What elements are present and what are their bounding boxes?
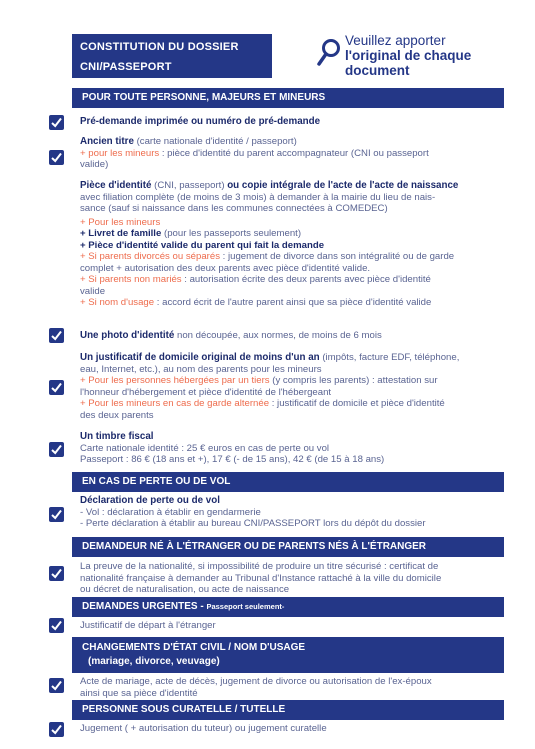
section-perte-vol: EN CAS DE PERTE OU DE VOL bbox=[72, 472, 504, 492]
checkmark-icon bbox=[51, 444, 62, 455]
notice-text bbox=[345, 33, 471, 78]
title-line-2: CNI/PASSEPORT bbox=[80, 61, 172, 73]
checkmark-icon bbox=[51, 620, 62, 631]
checkmark-icon bbox=[51, 117, 62, 128]
section-etat-civil-line-2: (mariage, divorce, veuvage) bbox=[88, 656, 220, 667]
checkmark-icon bbox=[51, 724, 62, 735]
magnifier-icon bbox=[316, 38, 342, 68]
checkbox-photo[interactable] bbox=[49, 328, 64, 343]
checkbox-urgent[interactable] bbox=[49, 618, 64, 633]
checkbox-perte[interactable] bbox=[49, 507, 64, 522]
notice-line-1: Veuillez apporter bbox=[345, 33, 446, 48]
checkmark-icon bbox=[51, 382, 62, 393]
title-line-1: CONSTITUTION DU DOSSIER bbox=[80, 41, 239, 53]
checkbox-curatelle[interactable] bbox=[49, 722, 64, 737]
checkmark-icon bbox=[51, 568, 62, 579]
dossier-title bbox=[72, 34, 272, 78]
checkmark-icon bbox=[51, 152, 62, 163]
checkbox-timbre[interactable] bbox=[49, 442, 64, 457]
item-perte: Déclaration de perte ou de vol - Vol : déclaration à établir en gendarmerie - Perte déclaration à établir au bureau CNI/PASSEPORT lors du dépôt du dossier bbox=[80, 495, 426, 529]
checkmark-icon bbox=[51, 509, 62, 520]
section-etat-civil bbox=[72, 637, 504, 673]
checkbox-ancien-titre[interactable] bbox=[49, 150, 64, 165]
item-urgent: Justificatif de départ à l'étranger bbox=[80, 620, 216, 631]
item-etat-civil: Acte de mariage, acte de décès, jugement de divorce ou autorisation de l'ex-époux ainsi que sa pièce d'identité bbox=[80, 676, 432, 699]
checkmark-icon bbox=[51, 330, 62, 341]
item-domicile: Un justificatif de domicile original de moins d'un an (impôts, facture EDF, téléphone, eau, Internet, etc.), au nom des parents pour les mineurs + Pour les personnes hébergées par un tiers (y compris les parents) : attestation sur l'honneur d'hébergement et pièce d'identité de l'hébergeant + Pour les mineurs en cas de garde alternée : justificatif de domicile et pièce d'identité des deux parents bbox=[80, 352, 460, 421]
checkmark-icon bbox=[51, 680, 62, 691]
section-curatelle: PERSONNE SOUS CURATELLE / TUTELLE bbox=[72, 700, 504, 720]
item-photo: Une photo d'identité non découpée, aux normes, de moins de 6 mois bbox=[80, 330, 382, 341]
section-all-persons: POUR TOUTE PERSONNE, MAJEURS ET MINEURS bbox=[72, 88, 504, 108]
checkbox-predemande[interactable] bbox=[49, 115, 64, 130]
item-etranger: La preuve de la nationalité, si impossibilité de produire un titre sécurisé : certificat de nationalité française à demander au Tribunal d'Instance rattaché à la ville du domicile ou décret de naturalisation, ou acte de naissance bbox=[80, 561, 442, 595]
item-piece-identite: Pièce d'identité (CNI, passeport) ou copie intégrale de l'acte de l'acte de naissance avec filiation complète (de moins de 3 mois) à demander à la mairie du lieu de nais- sance (sauf si naissance dans les communes connectées à COMEDEC) + Pour les mineurs + Livret de famille (pour les passeports seulement) + Pièce d'identité valide du parent qui fait la demande + Si parents divorcés ou séparés : jugement de divorce dans son intégralité ou de garde complet + autorisation des deux parents avec pièce d'identité valide. + Si parents non mariés : autorisation écrite des deux parents avec pièce d'identité valide + Si nom d'usage : accord écrit de l'autre parent ainsi que sa pièce d'identité valide bbox=[80, 180, 459, 308]
section-urgentes: DEMANDES URGENTES - Passeport seulement- bbox=[72, 597, 504, 617]
checkbox-etat-civil[interactable] bbox=[49, 678, 64, 693]
checkbox-etranger[interactable] bbox=[49, 566, 64, 581]
checkbox-domicile[interactable] bbox=[49, 380, 64, 395]
section-etat-civil-line-1: CHANGEMENTS D'ÉTAT CIVIL / NOM D'USAGE bbox=[82, 642, 306, 653]
item-ancien-titre: Ancien titre (carte nationale d'identité / passeport) + pour les mineurs : pièce d'identité du parent accompagnateur (CNI ou passeport valide) bbox=[80, 136, 429, 170]
notice-line-3: document bbox=[345, 63, 410, 78]
section-etranger: DEMANDEUR NÉ À L'ÉTRANGER OU DE PARENTS NÉS À L'ÉTRANGER bbox=[72, 537, 504, 557]
item-predemande: Pré-demande imprimée ou numéro de pré-demande bbox=[80, 116, 321, 127]
item-timbre: Un timbre fiscal Carte nationale identité : 25 € euros en cas de perte ou vol Passeport : 86 € (18 ans et +), 17 € (- de 15 ans), 42 € (de 15 à 18 ans) bbox=[80, 431, 385, 465]
item-curatelle: Jugement ( + autorisation du tuteur) ou jugement curatelle bbox=[80, 723, 327, 734]
notice-line-2: l'original de chaque bbox=[345, 48, 472, 63]
